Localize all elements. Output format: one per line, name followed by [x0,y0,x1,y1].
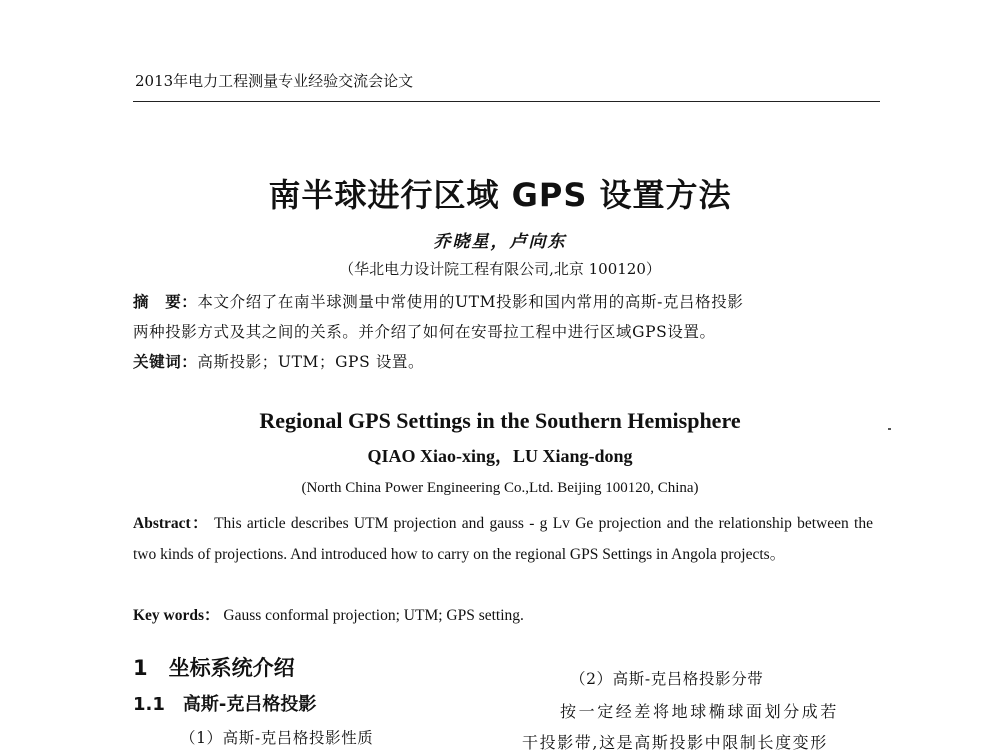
section-heading-1: 1 坐标系统介绍 [133,656,295,680]
cn-abstract-line2: 两种投影方式及其之间的关系。并介绍了如何在安哥拉工程中进行区域GPS设置。 [133,323,716,341]
list-item-1: （1）高斯-克吕格投影性质 [180,729,374,747]
cn-keywords-text: 高斯投影；UTM；GPS 设置。 [197,353,425,371]
cn-keywords [133,350,424,372]
en-keywords [133,603,524,625]
cn-abstract-line1 [133,290,743,312]
cn-authors: 乔晓星，卢向东 [433,232,567,252]
list-item-2: （2）高斯-克吕格投影分带 [570,670,764,688]
cn-abstract-text1: 本文介绍了在南半球测量中常使用的UTM投影和国内常用的高斯-克吕格投影 [197,293,744,311]
cn-title: 南半球进行区域 GPS 设置方法 [268,176,732,214]
en-authors: QIAO Xiao-xing，LU Xiang-dong [367,446,633,466]
right-paragraph-line2: 干投影带,这是高斯投影中限制长度变形 [522,733,828,752]
cn-affiliation: （华北电力设计院工程有限公司,北京 100120） [339,260,661,278]
cn-abstract-label: 摘 要： [133,293,198,311]
right-paragraph-line1: 按一定经差将地球椭球面划分成若 [560,702,840,721]
en-abstract [133,508,873,570]
cn-keywords-label: 关键词： [133,353,198,371]
en-abstract-label: Abstract： [133,515,210,532]
en-keywords-label: Key words： [133,607,220,624]
en-abstract-text: This article describes UTM projection and gauss - g Lv Ge projection and the relationship between the two kinds of projections. And introduced how to carry on the regional GPS Settings in Angola projects。 [133,515,873,563]
running-header: 2013年电力工程测量专业经验交流会论文 [135,72,414,90]
en-affiliation: (North China Power Engineering Co.,Ltd. Beijing 100120, China) [301,480,699,496]
scan-speck [888,428,891,430]
header-rule [133,101,880,102]
section-heading-1-1: 1.1 高斯-克吕格投影 [133,694,317,715]
en-keywords-text: Gauss conformal projection; UTM; GPS setting. [223,607,524,624]
en-title: Regional GPS Settings in the Southern Hemisphere [259,408,741,433]
